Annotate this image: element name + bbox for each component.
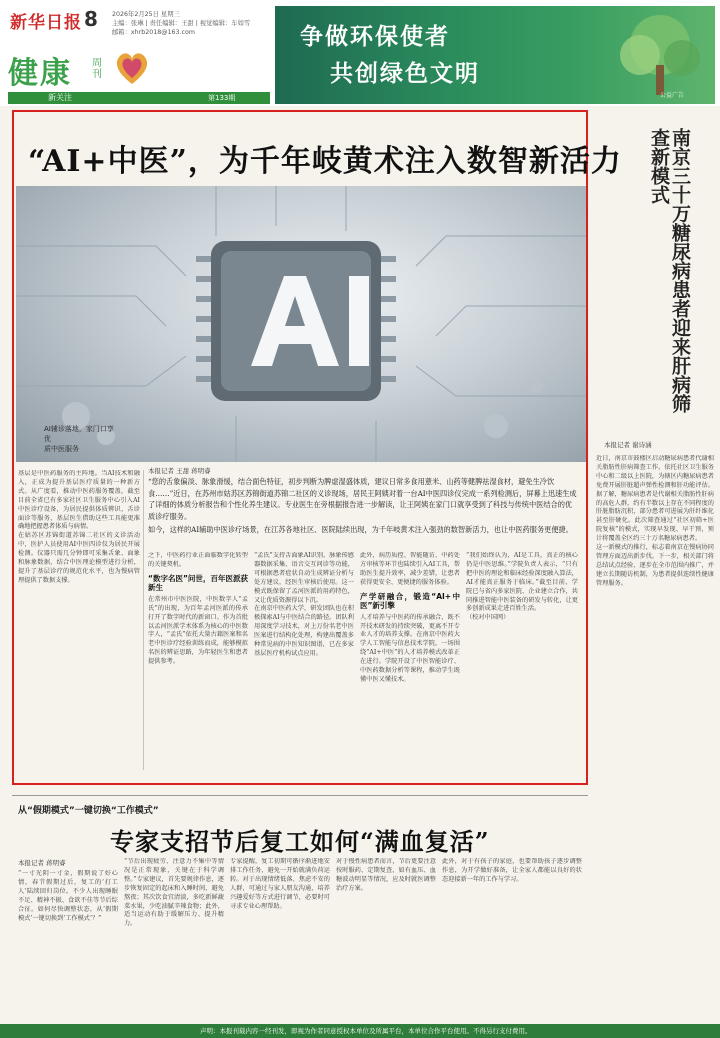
side-body-para: 近日，南京市鼓楼区启动糖尿病患者代谢相关脂肪性肝病筛查工作，依托社区卫生服务中心和二级以上医院，为辖区内糖尿病患者免费开展肝脏超声弹性检测和肝功能评估。据了解，糖尿病患者是代谢相关脂肪性肝病的高危人群，约有半数以上存在不同程度的肝脏脂肪沉积，部分患者可进展为肝纤维化甚至肝硬化。此次筛查通过“社区初筛+医院复核”的模式，实现早发现、早干预，预计将覆盖全区约三十万名糖尿病患者。 — [596, 455, 714, 543]
body-column-4 — [360, 552, 460, 774]
section-subtitle: 周刊 — [92, 58, 102, 80]
ai-hero-image — [16, 186, 586, 462]
editor-line: 主编：张琳 | 责任编辑：王甜 | 视觉编辑：车如雪 — [112, 20, 251, 27]
body-col4-para: 此外，病历质控、智能随访、中药处方审核等环节也陆续引入AI工具，帮助医生提升效率，减少差错，让患者获得更安全、更便捷的服务体验。 — [360, 552, 460, 586]
newspaper-brand: 新华日报 — [10, 13, 82, 33]
caption-line-1: AI辅诊落地，家门口享优 — [44, 425, 114, 443]
bottom-headline: 专家支招节后复工如何“满血复活” — [110, 827, 490, 856]
bottom-divider — [12, 795, 588, 796]
bottom-column-1: “一寸光阴一寸金，假期说了好心情，春节假期过后，复工的‘打工人’陆续回归岗位。不少人出现睡眠不足、精神不振、食欲不佳等节后综合征。如何尽快调整状态，从‘假期模式’一键切换到‘工作模式’？” — [18, 870, 118, 922]
ai-chip-illustration — [16, 186, 586, 462]
heart-logo-icon — [112, 48, 152, 88]
lead-paragraph-2: 如今，这样的AI辅助中医诊疗场景，在江苏各地社区、医院陆续出现，为千年岐黄术注入强劲的数智新活力，也让中医药服务更便捷。 — [148, 525, 573, 534]
body-column-1 — [18, 470, 140, 770]
side-byline: 本报记者 谢诗涵 — [604, 441, 652, 449]
side-body2-para: 这一新模式的推行，标志着南京在慢病协同管理方面迈出新步伐。下一步，相关部门将总结试点经验，逐步在全市范围内推广，并建立长期随访机制，为患者提供连续性健康管理服务。 — [596, 544, 714, 587]
section-name: 健康 — [8, 56, 72, 91]
body-col1b-para: 在姑苏区苏锦街道苏锦二社区的义诊活动中，医护人员使用AI中医四诊仪为居民开展检测。仪器只需几分钟即可采集舌象、面象和脉象数据，结合中医理论模型进行分析，提升了基层诊疗的规范化水平，也为慢病管理提供了数据支撑。 — [18, 532, 140, 584]
body-col4b-para: 人才培养与中医药的传承融合，既不开技术研发的持续突破，更离不开专业人才的培养支撑。在南京中医药大学人工智能与信息技术学院，一场围绕“AI+中医”的人才培养模式改革正在进行。学院开设了中医智能诊疗、中医药数据分析等课程，推动学生既懂中医又懂技术。 — [360, 613, 460, 683]
banner-label: 公益广告 — [660, 92, 685, 99]
section-tag: 新关注 — [48, 93, 72, 102]
bottom-column-5: 此外，对于有孩子的家庭，也要帮助孩子逐步调整作息，为开学做好准备，让全家人都能以良好的状态迎接新一年的工作与学习。 — [442, 858, 582, 883]
bottom-column-4: 对于慢性病患者而言，节后更要注意按时服药、定期复查，如有血压、血糖波动明显等情况，应及时就医调整治疗方案。 — [336, 858, 436, 892]
page-number: 8 — [84, 7, 98, 31]
bottom-kicker: 从“假期模式”一键切换“工作模式” — [18, 806, 159, 816]
body-col1-para: 基层是中医药服务的主阵地。当AI技术和融入，正成为提升基层医疗质量的一种新方式。从广度看，推动中医药服务覆盖，截至目前全省已有多家社区卫生服务中心引入AI中医诊疗设备，为居民提供体质辨识、舌诊面诊等服务，基层医生借助这些工具能更准确地把握患者体质与病情。 — [18, 470, 140, 531]
subhead-digital-doctor: “数字名医”问世，百年医派获新生 — [148, 573, 248, 592]
tree-illustration-icon — [600, 10, 710, 100]
email-line: 邮箱：xhrb2018@163.com — [112, 29, 195, 36]
body-column-2 — [148, 552, 248, 774]
side-story-body — [596, 455, 714, 790]
lead-paragraph — [148, 476, 578, 536]
lead-paragraph-1: “您的舌象偏淡、脉象滑缓，结合面色特征，初步判断为脾虚湿盛体质，建议日常多食用薏米、山药等健脾祛湿食材，避免生冷饮食……”近日，在苏州市姑苏区苏锦街道苏锦二社区的义诊现场，居民王阿姨对着一台AI中医四诊仪完成一系列检测后，屏幕上迅速生成了详细的体质分析报告和个性化养生建议。专业医生在旁根据报告进一步解读，让王阿姨在家门口就享受到了科技与传统中医结合的优质诊疗服务。 — [148, 477, 577, 521]
issue-number: 第133期 — [208, 94, 236, 102]
photo-caption — [44, 424, 114, 454]
body-col3b-para: 在南京中医药大学，研发团队也在积极探索AI与中医结合的路径。团队利用深度学习技术，对上万份名老中医医案进行结构化处理，构建出覆盖多种常见病的中医知识图谱，已在多家基层医疗机构试点应用。 — [254, 605, 354, 657]
bottom-column-3: 专家提醒，复工初期可循序渐进地安排工作任务，避免一开始就满负荷运转。对于出现情绪低落、焦虑不安的人群，可通过与家人朋友沟通、培养兴趣爱好等方式进行调节，必要时可寻求专业心理帮助。 — [230, 858, 330, 910]
lead-headline: “AI+中医”，为千年岐黄术注入数智新活力 — [28, 144, 622, 179]
footer-notice: 声明：本报刊载内容一经刊发，即视为作者同意授权本单位及所属平台，本单位合作平台使用。不得另行支付费用。 — [200, 1027, 532, 1035]
bottom-byline: 本报记者 蒋明睿 — [18, 859, 66, 867]
banner-line-2: 共创绿色文明 — [330, 61, 480, 87]
date-line: 2026年2月25日 星期三 — [112, 11, 180, 18]
banner-line-1: 争做环保使者 — [300, 24, 450, 50]
body-col5b-para: （校对中国网） — [466, 614, 510, 622]
caption-line-2: 质中医服务 — [44, 445, 79, 453]
body-column-3 — [254, 552, 354, 774]
lead-byline: 本报记者 王甜 蒋明睿 — [148, 467, 211, 475]
side-story-title: 南京三十万糖尿病患者迎来肝病筛查新模式 — [648, 128, 691, 413]
body-col2-para: 之下，中医药行业正面临数字化转型的关键契机。 — [148, 552, 248, 568]
bottom-column-2: “节后出现疲劳、注意力不集中等情况是正常现象，关键在于科学调整。”专家建议，首先要规律作息，逐步恢复固定的起床和入睡时间，避免熬夜；其次饮食宜清淡，多吃新鲜蔬菜水果，少吃油腻辛辣食物；此外，适当运动有助于缓解压力、提升精力。 — [124, 858, 224, 928]
body-column-5 — [466, 552, 578, 774]
body-col3-para: “孟氏”支持舌面象AI识别、脉象传感器数据采集、语音交互问诊等功能，可根据患者症状自动生成辨证分析与处方建议，经医生审核后使用。这一模式既保留了孟河医派的用药特色，又让优质资源得以下沉。 — [254, 552, 354, 604]
body-col2b-para: 在常州市中医医院，中医数字人“孟氏”的出现，为百年孟河医派的传承打开了数字时代的新窗口。作为首批以孟河医派学术体系为核心的中医数字人，“孟氏”依托大量古籍医案和名老中医诊疗经验训练而成，能够模拟名医的辨证思路，为年轻医生和患者提供参考。 — [148, 595, 248, 666]
column-divider — [143, 470, 144, 770]
subhead-industry: 产学研融合，锻造“AI+中医”新引擎 — [360, 591, 460, 610]
body-col5-para: “我们始终认为，AI是工具，真正的核心仍是中医思维。”学院负责人表示，“只有把中医的理论和临床经验深度融入算法，AI才能真正服务于临床。”截至目前，学院已与省内多家医院、企业建立合作，共同推进智能中医装备的研发与转化，让更多创新成果走进百姓生活。 — [466, 552, 578, 613]
